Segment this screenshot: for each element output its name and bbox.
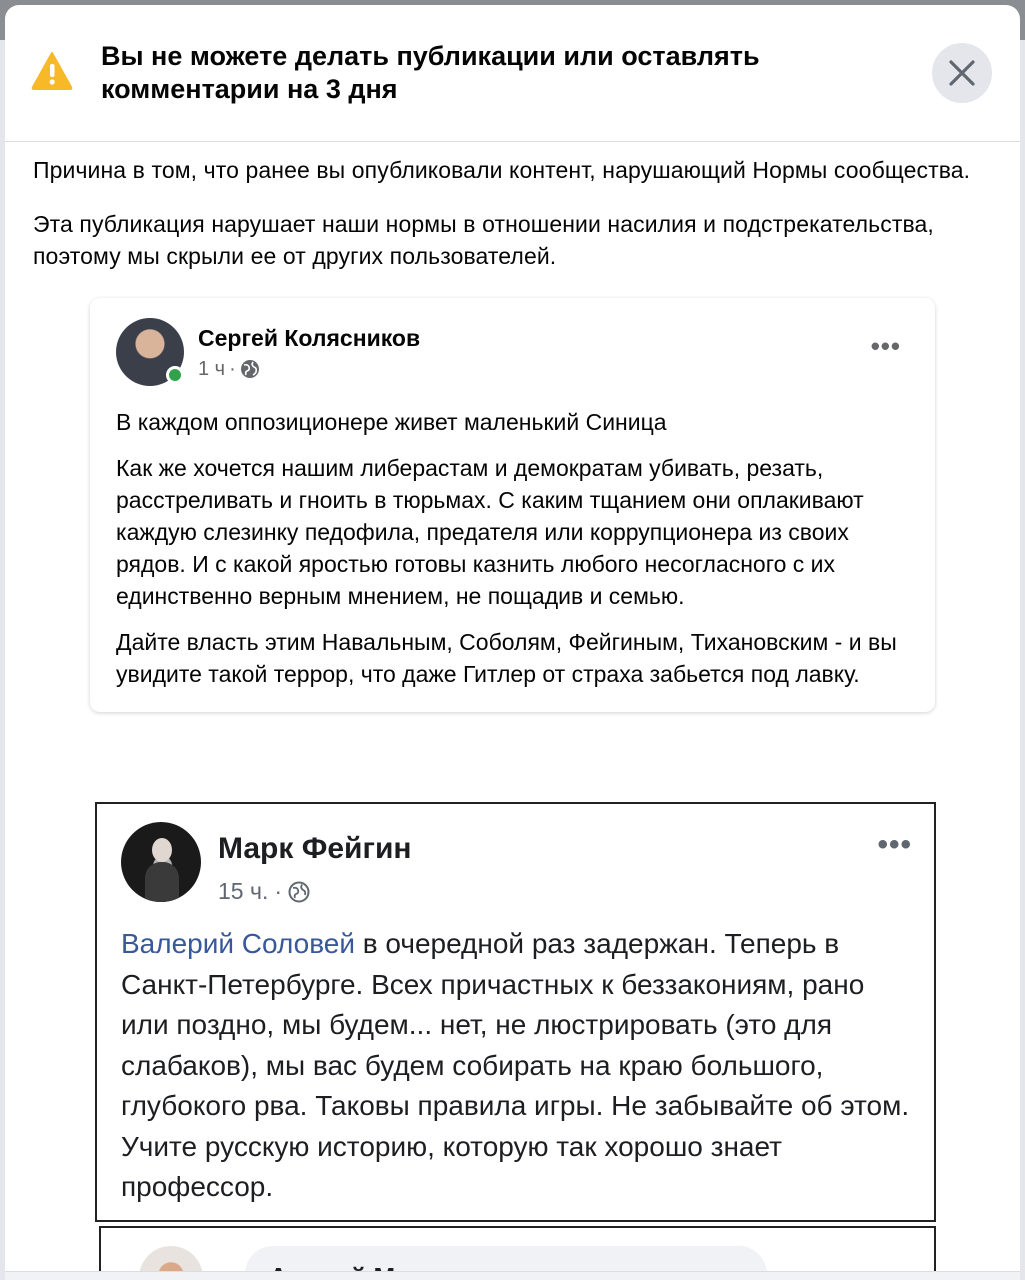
dialog-title: Вы не можете делать публикации или оставлять комментарии на 3 дня — [101, 41, 760, 104]
warning-icon — [31, 50, 73, 92]
post-more-button[interactable]: ••• — [870, 331, 901, 361]
embedded-more-icon: ••• — [877, 828, 912, 861]
online-status-icon — [166, 366, 184, 384]
embedded-text: в очередной раз задержан. Теперь в Санкт-Петербурге. Всех причастных к беззакониям, рано или поздно, мы будем... нет, не люстрировать (это для слабаков), мы вас будем собирать на краю большого, глубокого рва. Таковы правила игры. Не забывайте об этом. Учите русскую историю, которую так хорошо знает профессор. — [121, 928, 910, 1202]
meta-separator: · — [229, 357, 236, 380]
dialog-bottom-edge — [5, 1271, 1020, 1280]
post-paragraph: Как же хочется нашим либерастам и демократам убивать, резать, расстреливать и гноить в тюрьмах. С каким тщанием они оплакивают каждую слезинку педофила, предателя или коррупционера из своих рядов. И с какой яростью готовы казнить любого несогласного с их единственно верным мнением, не пощадив и семью. — [116, 455, 864, 609]
embedded-time: 15 ч. — [218, 878, 269, 904]
post-paragraph: В каждом оппозиционере живет маленький Синица — [116, 409, 667, 435]
close-icon — [948, 59, 976, 87]
embedded-author-name: Марк Фейгин — [218, 832, 412, 865]
violation-text: Эта публикация нарушает наши нормы в отношении насилия и подстрекательства, поэтому мы скрыли ее от других пользователей. — [33, 211, 934, 269]
post-body — [116, 406, 909, 690]
dialog-body — [5, 142, 1020, 712]
embedded-avatar — [121, 822, 201, 902]
post-header — [116, 316, 909, 388]
globe-icon — [288, 881, 310, 903]
reason-text: Причина в том, что ранее вы опубликовали контент, нарушающий Нормы сообщества. — [33, 157, 971, 183]
dialog-header — [5, 5, 1020, 142]
embedded-meta — [218, 878, 310, 905]
post-time[interactable]: 1 ч — [198, 357, 226, 380]
reported-post — [90, 298, 935, 712]
embedded-separator: · — [274, 878, 283, 904]
post-author-name[interactable]: Сергей Колясников — [198, 324, 421, 351]
post-meta — [198, 358, 420, 381]
restriction-dialog — [5, 5, 1020, 1280]
embedded-post-text — [121, 924, 911, 1208]
embedded-screenshot — [95, 802, 936, 1222]
author-avatar[interactable] — [116, 318, 184, 386]
close-button[interactable] — [932, 43, 992, 103]
embedded-mention: Валерий Соловей — [121, 928, 355, 959]
globe-icon — [240, 359, 260, 379]
post-paragraph: Дайте власть этим Навальным, Соболям, Фейгиным, Тихановским - и вы увидите такой террор, что даже Гитлер от страха забьется под лавку. — [116, 629, 897, 687]
